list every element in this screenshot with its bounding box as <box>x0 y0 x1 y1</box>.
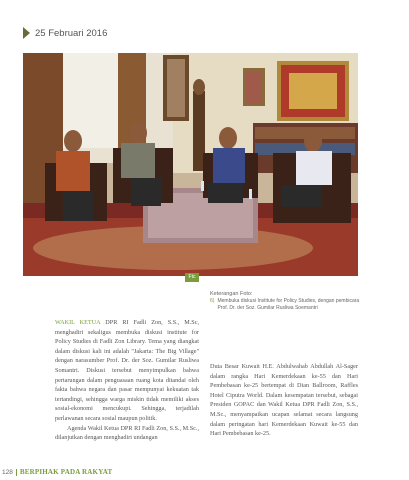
page-footer <box>0 467 112 477</box>
footer-divider <box>16 469 17 476</box>
article-paragraph: Agenda Wakil Ketua DPR RI Fadli Zon, S.S., M.Sc., dilanjutkan dengan menghadiri undangan <box>55 424 199 442</box>
caption-item-number: 6) <box>210 298 215 304</box>
publication-title: BERPIHAK PADA RAKYAT <box>19 468 113 476</box>
photo-number-badge: Ftc <box>185 273 199 282</box>
caption-item-text: Membuka diskusi Institute for Policy Studies, dengan pembicara Prof. Dr. der Soz. Gumilar Rusliwa Soemantri <box>217 298 360 311</box>
article-column-right <box>210 362 358 439</box>
photo-caption <box>210 291 360 312</box>
meeting-photo <box>23 53 358 276</box>
article-column-left <box>55 318 199 443</box>
date-text: 25 Februari 2016 <box>35 27 108 39</box>
caption-item <box>210 298 360 312</box>
article-text: DPR RI Fadli Zon, S.S., M.Sc, menghadiri sekaligus membuka diskusi institute for Policy Studies di Fadli Zon Library. Tema yang diangkat dalam diskusi kali ini adalah "Jakarta: The Big Village" dengan narasumber Prof. Dr. der Soz. Gumilar Rusliwa Somantri. Diskusi tersebut menyimpulkan bahwa pertarungan dalam penguasaan ruang kota ditandai oleh fakta bahwa negara dan pasar mempunyai kekuatan tak tertandingi, sehingga warga miskin tidak memiliki akses sosial-ekonomi mencukupi. Sehingga, terjadilah perlawanan secara sosial maupun politik. <box>55 319 199 422</box>
date-header <box>23 26 107 40</box>
article-paragraph <box>55 318 199 424</box>
article-lead: WAKIL KETUA <box>55 319 101 326</box>
page-number: 128 <box>2 468 13 476</box>
triangle-marker-icon <box>23 27 30 39</box>
caption-title: Keterangan Foto: <box>210 291 253 297</box>
article-paragraph: Duta Besar Kuwait H.E. Abdulwahab Abdullah Al-Sager dalam rangka Hari Kemerdekaan ke-55 dan Hari Pembebasan ke-25 bertempat di Dian Ballroom, Raffles Hotel Ciputra World. Dalam kesempatan tersebut, sebagai Presiden GOPAC dan Wakil Ketua DPR Fadli Zon, S.S., M.Sc., menyampaikan ucapan selamat secara langsung dalam peringatan hari Kemerdekaan Kuwait ke-55 dan Hari Pembebasan ke-25. <box>210 363 358 438</box>
